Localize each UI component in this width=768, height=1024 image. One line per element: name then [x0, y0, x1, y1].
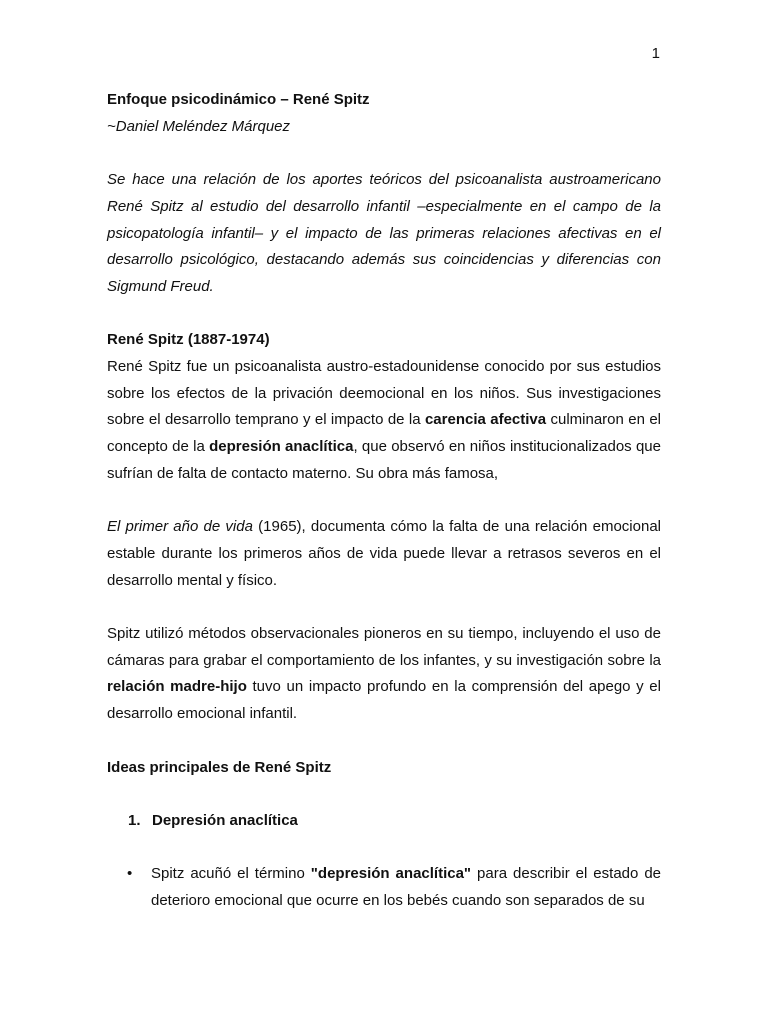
text-span: René Spitz fue un psicoanalista austro-estadounidense conocido por sus estudios sobre los efectos de la privación deemocional en los niños. Sus investigaciones sobre el desarrollo temprano y el impacto de la: [107, 358, 661, 429]
paragraph-methods: [107, 621, 661, 728]
text-span: culminaron en el concepto de la: [107, 411, 661, 456]
paragraph-biography: [107, 354, 661, 488]
text-span: para describir el estado de deterioro emocional que ocurre en los bebés cuando son separados de su: [151, 865, 662, 909]
paragraph-primer-ano: [107, 514, 661, 594]
text-span: Spitz utilizó métodos observacionales pioneros en su tiempo, incluyendo el uso de cámaras para grabar el comportamiento de los infantes, y su investigación sobre la: [107, 625, 661, 669]
text-span: (1965), documenta cómo la falta de una relación emocional estable durante los primeros años de vida puede llevar a retrasos severos en el desarrollo mental y físico.: [107, 518, 661, 589]
text-span: , que observó en niños institucionalizados que sufrían de falta de contacto materno. Su obra más famosa,: [107, 438, 661, 482]
document-title: Enfoque psicodinámico – René Spitz: [107, 91, 370, 108]
numbered-item-depresion: [107, 808, 661, 835]
emphasis-carencia-afectiva: carencia afectiva: [424, 411, 547, 429]
text-span: tuvo un impacto profundo en la comprensión del apego y el desarrollo emocional infantil.: [107, 678, 661, 723]
document-body: [107, 87, 661, 915]
list-number: 1.: [128, 811, 141, 829]
page-number: 1: [651, 45, 660, 62]
bullet-marker: •: [127, 865, 133, 883]
emphasis-relacion-madre-hijo: relación madre-hijo: [107, 678, 247, 696]
emphasis-term: "depresión anaclítica": [310, 865, 472, 883]
book-title: El primer año de vida: [107, 518, 253, 536]
section-heading-ideas: Ideas principales de René Spitz: [107, 758, 332, 776]
text-span: Spitz acuñó el término: [151, 865, 311, 883]
document-author: ~Daniel Meléndez Márquez: [107, 117, 291, 135]
list-item-label: Depresión anaclítica: [152, 811, 298, 829]
bullet-item: [107, 861, 661, 914]
emphasis-depresion-anaclitica: depresión anaclítica: [209, 438, 354, 456]
section-heading-spitz: René Spitz (1887-1974): [107, 331, 270, 349]
bullet-text: [151, 861, 661, 914]
abstract: Se hace una relación de los aportes teóricos del psicoanalista austroamericano René Spitz al estudio del desarrollo infantil –especialmente en el campo de la psicopatología infantil– y el impacto de las primeras relaciones afectivas en el desarrollo psicológico, destacando además sus coincidencias y diferencias con Sigmund Freud.: [107, 171, 661, 295]
